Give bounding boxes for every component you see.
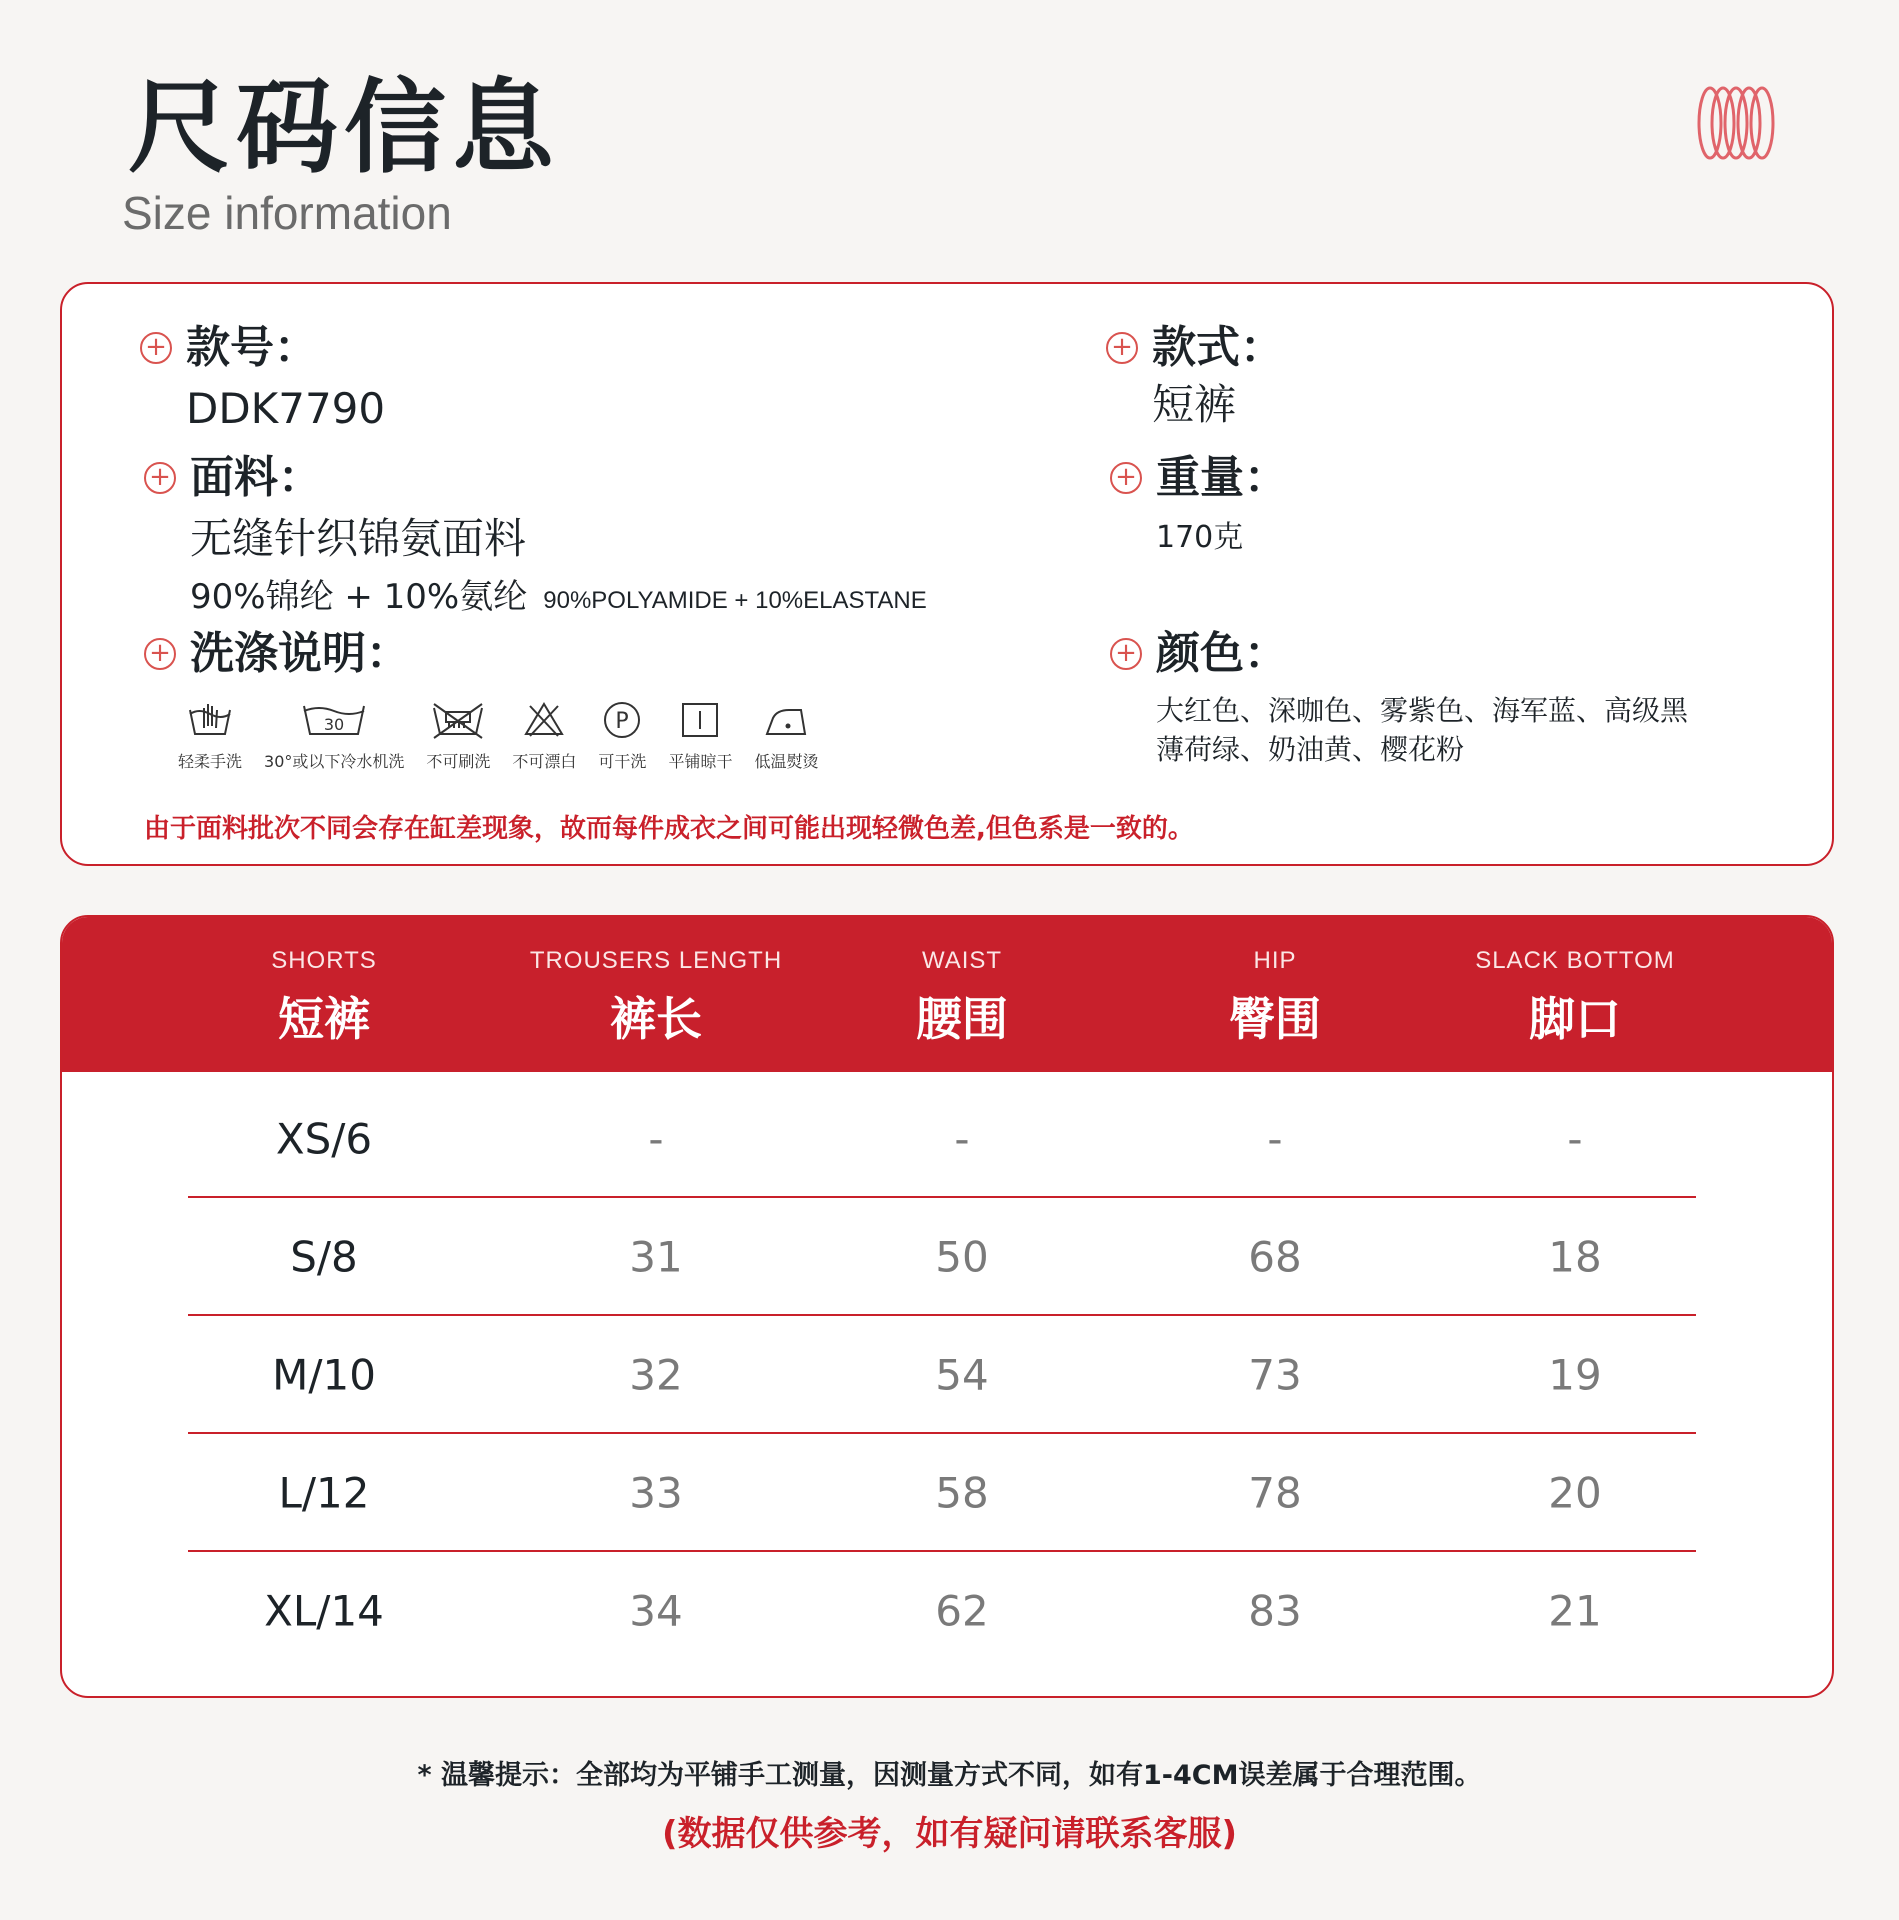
color-label: 颜色： xyxy=(1156,628,1288,679)
care-item-hand-wash xyxy=(178,697,242,772)
care-item-no-bleach xyxy=(512,697,576,772)
column-header-zh: 短裤 xyxy=(277,992,370,1046)
fabric-value: 无缝针织锦氨面料 xyxy=(190,513,527,563)
no-brush-icon xyxy=(430,697,486,743)
plus-circle-icon: + xyxy=(144,638,176,670)
care-block xyxy=(144,628,840,772)
column-header-zh: 脚口 xyxy=(1529,992,1621,1046)
model-label: 款号： xyxy=(186,322,318,373)
column-header-hip xyxy=(1229,947,1321,1049)
care-item-low-iron xyxy=(754,697,818,772)
dry-clean-symbol: P xyxy=(615,708,630,734)
cell-length: 33 xyxy=(629,1468,683,1518)
column-header-en: TROUSERS LENGTH xyxy=(529,947,783,974)
care-item-no-brush xyxy=(426,697,490,772)
measurement-tip: * 温馨提示：全部均为平铺手工测量，因测量方式不同，如有1-4CM误差属于合理范围。 xyxy=(417,1760,1482,1791)
size-table xyxy=(60,915,1834,1698)
care-item-dry-clean xyxy=(598,697,646,772)
cell-size: M/10 xyxy=(272,1350,376,1400)
care-item-machine-wash xyxy=(264,697,404,772)
style-value: 短裤 xyxy=(1152,379,1237,429)
colors-line-1: 大红色、深咖色、雾紫色、海军蓝、高级黑 xyxy=(1156,693,1689,727)
composition-line xyxy=(190,569,927,618)
weight-value: 170克 xyxy=(1156,519,1244,555)
plus-circle-icon: + xyxy=(140,332,172,364)
color-variance-note: 由于面料批次不同会存在缸差现象，故而每件成衣之间可能出现轻微色差,但色系是一致的。 xyxy=(144,814,1194,844)
rings-logo-icon xyxy=(1696,84,1776,162)
column-header-zh: 臀围 xyxy=(1229,992,1321,1046)
cell-bottom: 19 xyxy=(1548,1350,1602,1400)
product-info-card xyxy=(60,282,1834,866)
cell-length: 32 xyxy=(629,1350,683,1400)
composition-zh: 90%锦纶 + 10%氨纶 xyxy=(190,577,528,618)
model-value: DDK7790 xyxy=(186,383,386,433)
plus-circle-icon: + xyxy=(1106,332,1138,364)
table-row xyxy=(188,1080,1696,1198)
no-bleach-icon xyxy=(522,697,566,743)
cell-hip: 68 xyxy=(1248,1232,1302,1282)
composition-en: 90%POLYAMIDE + 10%ELASTANE xyxy=(543,587,927,615)
column-header-en: HIP xyxy=(1253,947,1297,974)
table-row xyxy=(188,1552,1696,1670)
column-header-length xyxy=(530,947,782,1049)
column-header-zh: 腰围 xyxy=(916,992,1008,1046)
weight-label: 重量： xyxy=(1156,452,1288,503)
hand-wash-icon xyxy=(187,697,233,743)
column-header-zh: 裤长 xyxy=(610,992,702,1046)
flat-dry-icon xyxy=(679,697,721,743)
cell-length: 34 xyxy=(629,1586,683,1636)
cell-length: 31 xyxy=(629,1232,683,1282)
cell-hip: - xyxy=(1267,1114,1283,1164)
column-header-en: SLACK BOTTOM xyxy=(1475,947,1675,974)
cell-waist: 62 xyxy=(935,1586,989,1636)
column-header-en: SHORTS xyxy=(271,947,377,974)
cell-size: XS/6 xyxy=(275,1114,373,1164)
cell-size: XL/14 xyxy=(264,1586,384,1636)
care-label-text: 不可刷洗 xyxy=(426,751,491,771)
cell-waist: 58 xyxy=(935,1468,989,1518)
care-label-text: 低温熨烫 xyxy=(754,751,819,771)
column-header-shorts xyxy=(271,947,377,1049)
cell-bottom: 21 xyxy=(1548,1586,1602,1636)
cell-length: - xyxy=(648,1114,664,1164)
column-header-en: WAIST xyxy=(921,947,1003,974)
column-header-bottom xyxy=(1475,947,1675,1049)
model-block xyxy=(140,322,385,435)
page-title: 尺码信息 xyxy=(128,69,560,188)
size-table-header xyxy=(62,917,1832,1072)
cell-hip: 83 xyxy=(1248,1586,1302,1636)
reference-note: (数据仅供参考，如有疑问请联系客服) xyxy=(661,1814,1238,1854)
page-subtitle: Size information xyxy=(122,187,452,239)
low-iron-icon xyxy=(763,697,809,743)
cell-size: S/8 xyxy=(290,1232,358,1282)
cell-bottom: 18 xyxy=(1548,1232,1602,1282)
cell-bottom: 20 xyxy=(1548,1468,1602,1518)
table-row xyxy=(188,1434,1696,1552)
fabric-label: 面料： xyxy=(190,452,322,503)
color-block xyxy=(1110,628,1688,769)
cell-waist: 54 xyxy=(935,1350,989,1400)
plus-circle-icon: + xyxy=(1110,638,1142,670)
care-item-flat-dry xyxy=(668,697,732,772)
care-instructions xyxy=(178,697,840,772)
care-label-text: 30°或以下冷水机洗 xyxy=(264,751,405,771)
fabric-block xyxy=(144,452,927,618)
colors-line-2: 薄荷绿、奶油黄、樱花粉 xyxy=(1156,732,1465,766)
plus-circle-icon: + xyxy=(1110,462,1142,494)
care-label-text: 轻柔手洗 xyxy=(178,751,243,771)
column-header-waist xyxy=(916,947,1008,1049)
wash-temp: 30 xyxy=(324,714,345,734)
cell-size: L/12 xyxy=(278,1468,370,1518)
table-row xyxy=(188,1198,1696,1316)
style-block xyxy=(1106,322,1284,431)
cell-waist: - xyxy=(954,1114,970,1164)
cell-hip: 73 xyxy=(1248,1350,1302,1400)
machine-wash-30-icon xyxy=(301,697,367,743)
cell-waist: 50 xyxy=(935,1232,989,1282)
care-label-text: 可干洗 xyxy=(598,751,647,771)
cell-hip: 78 xyxy=(1248,1468,1302,1518)
plus-circle-icon: + xyxy=(144,462,176,494)
care-label-text: 平铺晾干 xyxy=(668,751,733,771)
care-label: 洗涤说明： xyxy=(190,628,410,679)
weight-block xyxy=(1110,452,1288,556)
cell-bottom: - xyxy=(1567,1114,1583,1164)
care-label-text: 不可漂白 xyxy=(512,751,577,771)
style-label: 款式： xyxy=(1152,322,1284,373)
dry-clean-icon xyxy=(601,697,643,743)
table-row xyxy=(188,1316,1696,1434)
